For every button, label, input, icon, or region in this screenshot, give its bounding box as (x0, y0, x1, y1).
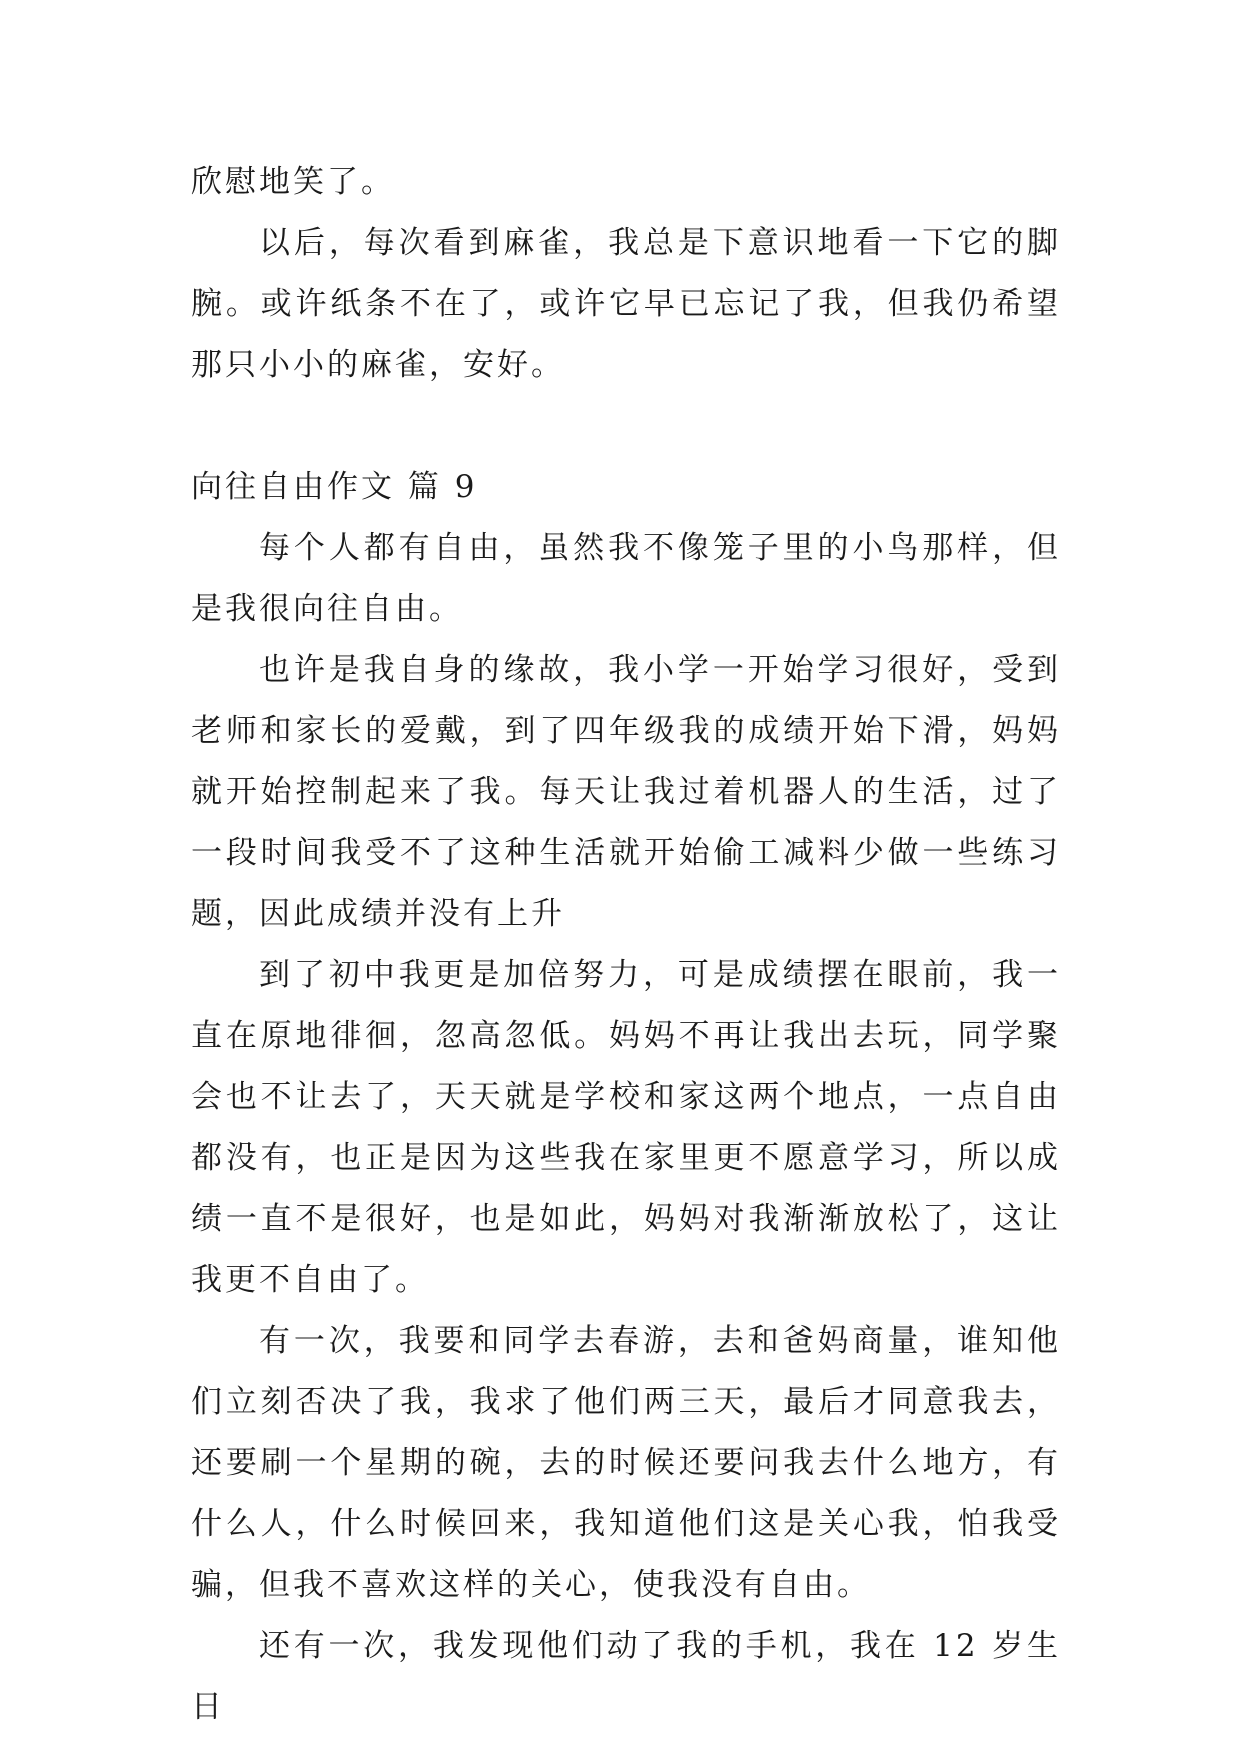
paragraph-sparrow-ending: 以后，每次看到麻雀，我总是下意识地看一下它的脚腕。或许纸条不在了，或许它早已忘记了我，但我仍希望那只小小的麻雀，安好。 (191, 225, 1061, 383)
paragraph-primary-school: 也许是我自身的缘故，我小学一开始学习很好，受到老师和家长的爱戴，到了四年级我的成绩开始下滑，妈妈就开始控制起来了我。每天让我过着机器人的生活，过了一段时间我受不了这种生活就开始偷工减料少做一些练习题，因此成绩并没有上升 (191, 652, 1061, 932)
paragraph-middle-school: 到了初中我更是加倍努力，可是成绩摆在眼前，我一直在原地徘徊，忽高忽低。妈妈不再让我出去玩，同学聚会也不让去了，天天就是学校和家这两个地点，一点自由都没有，也正是因为这些我在家里更不愿意学习，所以成绩一直不是很好，也是如此，妈妈对我渐渐放松了，这让我更不自由了。 (191, 957, 1061, 1298)
paragraph-phone: 还有一次，我发现他们动了我的手机，我在 12 岁生日 (191, 1628, 1061, 1725)
document-body (191, 152, 1061, 1738)
paragraph-continuation: 欣慰地笑了。 (191, 164, 395, 200)
paragraph-spring-outing: 有一次，我要和同学去春游，去和爸妈商量，谁知他们立刻否决了我，我求了他们两三天，最后才同意我去，还要刷一个星期的碗，去的时候还要问我去什么地方，有什么人，什么时候回来，我知道他们这是关心我，怕我受骗，但我不喜欢这样的关心，使我没有自由。 (191, 1323, 1061, 1603)
paragraph-intro: 每个人都有自由，虽然我不像笼子里的小鸟那样，但是我很向往自由。 (191, 530, 1061, 627)
essay-heading: 向往自由作文 篇 9 (191, 469, 478, 505)
section-gap (191, 396, 1061, 457)
